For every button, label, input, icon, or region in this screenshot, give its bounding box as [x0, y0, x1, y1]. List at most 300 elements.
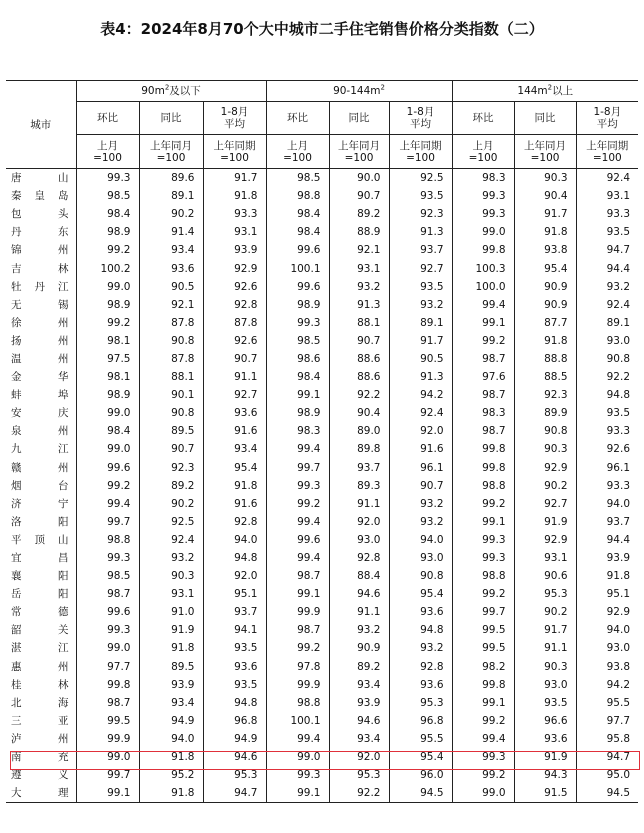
index-value: 99.0: [76, 748, 139, 766]
index-value: 99.3: [76, 549, 139, 567]
index-value: 99.6: [266, 278, 329, 296]
table-row: [6, 440, 638, 458]
index-value: 98.5: [76, 187, 139, 205]
index-value: 93.7: [389, 241, 452, 259]
table-row: [6, 784, 638, 803]
index-value: 98.8: [266, 694, 329, 712]
index-value: 92.0: [329, 748, 389, 766]
index-value: 99.0: [76, 639, 139, 657]
index-value: 90.5: [389, 350, 452, 368]
index-value: 91.3: [389, 223, 452, 241]
index-value: 90.3: [139, 567, 203, 585]
index-value: 92.3: [139, 459, 203, 477]
index-value: 95.3: [514, 585, 576, 603]
index-value: 91.6: [203, 422, 266, 440]
index-value: 92.4: [139, 531, 203, 549]
table-row: [6, 368, 638, 386]
index-value: 92.4: [389, 404, 452, 422]
index-value: 98.3: [266, 422, 329, 440]
index-value: 100.3: [452, 259, 514, 277]
index-value: 91.7: [514, 205, 576, 223]
index-value: 98.5: [266, 169, 329, 188]
base-header-2-1: 上年同月 =100: [514, 135, 576, 169]
index-value: 95.4: [389, 585, 452, 603]
index-value: 93.8: [514, 241, 576, 259]
table-row: [6, 223, 638, 241]
index-value: 91.7: [389, 332, 452, 350]
index-value: 91.8: [139, 784, 203, 803]
index-value: 93.1: [514, 549, 576, 567]
city-name: 无 锡: [11, 298, 69, 311]
index-value: 90.3: [514, 169, 576, 188]
index-value: 89.9: [514, 404, 576, 422]
index-value: 99.3: [452, 549, 514, 567]
index-value: 99.3: [76, 169, 139, 188]
index-value: 91.8: [139, 748, 203, 766]
index-value: 95.1: [203, 585, 266, 603]
index-value: 90.4: [514, 187, 576, 205]
city-name: 遵 义: [11, 769, 69, 782]
city-name: 韶 关: [11, 624, 69, 637]
city-name: 岳 阳: [11, 588, 69, 601]
index-value: 92.5: [389, 169, 452, 188]
index-value: 93.2: [329, 278, 389, 296]
index-value: 98.8: [452, 567, 514, 585]
index-value: 90.4: [329, 404, 389, 422]
index-value: 94.7: [203, 784, 266, 803]
index-value: 99.6: [266, 241, 329, 259]
index-value: 95.5: [389, 730, 452, 748]
index-value: 94.4: [576, 259, 638, 277]
index-value: 95.4: [514, 259, 576, 277]
index-value: 98.3: [452, 169, 514, 188]
index-value: 98.9: [76, 296, 139, 314]
table-row: [6, 766, 638, 784]
subheader-0-0: 环比: [76, 102, 139, 135]
index-value: 100.1: [266, 259, 329, 277]
index-value: 93.9: [203, 241, 266, 259]
city-name: 平顶山: [11, 533, 69, 546]
table-row: [6, 459, 638, 477]
index-value: 99.0: [452, 784, 514, 803]
index-value: 91.8: [514, 332, 576, 350]
index-value: 100.1: [266, 712, 329, 730]
table-row: [6, 694, 638, 712]
index-value: 98.4: [266, 368, 329, 386]
index-value: 90.9: [514, 296, 576, 314]
table-row: [6, 621, 638, 639]
index-value: 100.2: [76, 259, 139, 277]
index-value: 89.1: [389, 314, 452, 332]
index-value: 99.2: [76, 314, 139, 332]
city-name: 大 理: [6, 784, 76, 803]
index-value: 90.8: [139, 404, 203, 422]
table-row: [6, 296, 638, 314]
table-row: [6, 278, 638, 296]
table-row: [6, 350, 638, 368]
index-value: 92.3: [514, 386, 576, 404]
index-value: 93.5: [389, 278, 452, 296]
index-value: 90.6: [514, 567, 576, 585]
index-value: 98.1: [76, 368, 139, 386]
index-value: 93.6: [203, 658, 266, 676]
index-value: 99.8: [452, 459, 514, 477]
index-value: 89.5: [139, 422, 203, 440]
city-name: 锦 州: [11, 244, 69, 257]
index-value: 93.2: [139, 549, 203, 567]
index-value: 90.8: [389, 567, 452, 585]
index-value: 91.1: [329, 603, 389, 621]
index-value: 93.5: [203, 676, 266, 694]
index-value: 91.1: [514, 639, 576, 657]
index-value: 99.2: [76, 477, 139, 495]
index-value: 92.1: [329, 241, 389, 259]
index-value: 95.2: [139, 766, 203, 784]
table-row: [6, 422, 638, 440]
index-value: 96.1: [389, 459, 452, 477]
group-header-medium: $90-144m^2$: [266, 81, 452, 102]
index-value: 93.1: [576, 187, 638, 205]
base-header-2-2: 上年同期 =100: [576, 135, 638, 169]
subheader-1-2: 1-8月 平均: [389, 102, 452, 135]
index-value: 89.6: [139, 169, 203, 188]
index-value: 90.7: [139, 440, 203, 458]
index-value: 93.5: [203, 639, 266, 657]
index-value: 93.2: [389, 639, 452, 657]
index-value: 99.0: [266, 748, 329, 766]
index-value: 91.8: [203, 187, 266, 205]
index-value: 93.4: [139, 241, 203, 259]
table-row: [6, 513, 638, 531]
index-value: 93.4: [329, 676, 389, 694]
index-value: 91.7: [203, 169, 266, 188]
city-name: 宜 昌: [11, 552, 69, 565]
base-header-1-1: 上年同月 =100: [329, 135, 389, 169]
index-value: 99.3: [452, 531, 514, 549]
index-value: 98.7: [266, 567, 329, 585]
index-value: 99.1: [266, 386, 329, 404]
index-value: 93.3: [576, 477, 638, 495]
index-value: 96.1: [576, 459, 638, 477]
index-value: 98.3: [452, 404, 514, 422]
index-value: 99.5: [452, 621, 514, 639]
index-value: 98.9: [266, 404, 329, 422]
index-value: 99.2: [452, 332, 514, 350]
index-value: 91.1: [329, 495, 389, 513]
index-value: 99.8: [452, 440, 514, 458]
index-value: 91.8: [514, 223, 576, 241]
index-value: 98.8: [76, 531, 139, 549]
index-value: 94.2: [389, 386, 452, 404]
index-value: 90.0: [329, 169, 389, 188]
table-row: [6, 658, 638, 676]
index-value: 93.9: [329, 694, 389, 712]
index-value: 89.2: [329, 205, 389, 223]
index-value: 98.9: [76, 223, 139, 241]
table-row: [6, 567, 638, 585]
index-value: 99.1: [266, 585, 329, 603]
index-value: 92.7: [514, 495, 576, 513]
index-value: 95.3: [329, 766, 389, 784]
index-value: 99.9: [76, 730, 139, 748]
index-value: 94.9: [139, 712, 203, 730]
city-name: 蚌 埠: [11, 389, 69, 402]
index-value: 93.3: [203, 205, 266, 223]
city-name: 泸 州: [11, 732, 69, 745]
index-value: 98.6: [266, 350, 329, 368]
index-value: 87.8: [139, 314, 203, 332]
group-header-small: $90m^2$及以下: [76, 81, 266, 102]
index-value: 93.6: [203, 404, 266, 422]
index-value: 92.8: [203, 296, 266, 314]
index-value: 93.1: [139, 585, 203, 603]
index-value: 99.4: [452, 730, 514, 748]
index-value: 99.7: [266, 459, 329, 477]
index-value: 93.9: [576, 549, 638, 567]
index-value: 99.7: [452, 603, 514, 621]
table-row: [6, 748, 638, 766]
index-value: 99.1: [452, 314, 514, 332]
city-column-header: 城市: [6, 81, 76, 169]
index-value: 89.5: [139, 658, 203, 676]
index-value: 94.1: [203, 621, 266, 639]
subheader-2-1: 同比: [514, 102, 576, 135]
index-value: 99.8: [76, 676, 139, 694]
index-value: 90.9: [329, 639, 389, 657]
index-value: 99.3: [76, 621, 139, 639]
index-value: 88.9: [329, 223, 389, 241]
index-value: 90.7: [329, 332, 389, 350]
subheader-1-1: 同比: [329, 102, 389, 135]
index-value: 94.6: [203, 748, 266, 766]
base-header-1-2: 上年同期 =100: [389, 135, 452, 169]
index-value: 93.2: [389, 296, 452, 314]
index-value: 94.3: [514, 766, 576, 784]
index-value: 93.6: [389, 676, 452, 694]
index-value: 93.6: [139, 259, 203, 277]
index-value: 93.5: [389, 187, 452, 205]
index-value: 93.0: [514, 676, 576, 694]
index-value: 99.4: [266, 730, 329, 748]
index-value: 97.7: [576, 712, 638, 730]
index-value: 90.8: [576, 350, 638, 368]
index-value: 89.1: [576, 314, 638, 332]
index-value: 96.8: [203, 712, 266, 730]
index-value: 90.5: [139, 278, 203, 296]
index-value: 99.6: [76, 603, 139, 621]
index-value: 99.2: [452, 495, 514, 513]
index-value: 90.8: [514, 422, 576, 440]
index-value: 92.1: [139, 296, 203, 314]
index-value: 98.9: [266, 296, 329, 314]
subheader-0-2: 1-8月 平均: [203, 102, 266, 135]
table-row: [6, 332, 638, 350]
index-value: 99.1: [452, 694, 514, 712]
index-value: 98.4: [76, 422, 139, 440]
index-value: 94.9: [203, 730, 266, 748]
city-name: 温 州: [11, 352, 69, 365]
index-value: 89.1: [139, 187, 203, 205]
table-row: [6, 187, 638, 205]
index-value: 98.8: [452, 477, 514, 495]
table-row: [6, 712, 638, 730]
index-value: 98.7: [76, 585, 139, 603]
index-value: 94.2: [576, 676, 638, 694]
index-value: 95.1: [576, 585, 638, 603]
city-name: 赣 州: [11, 461, 69, 474]
index-value: 91.3: [329, 296, 389, 314]
index-value: 96.8: [389, 712, 452, 730]
index-value: 90.1: [139, 386, 203, 404]
table-row: [6, 585, 638, 603]
index-value: 92.2: [329, 784, 389, 803]
table-row: [6, 495, 638, 513]
city-name: 九 江: [11, 443, 69, 456]
index-value: 99.9: [266, 676, 329, 694]
index-value: 90.2: [514, 603, 576, 621]
index-value: 92.8: [329, 549, 389, 567]
index-value: 98.2: [452, 658, 514, 676]
index-value: 92.4: [576, 169, 638, 188]
index-value: 97.7: [76, 658, 139, 676]
index-value: 98.7: [452, 350, 514, 368]
index-value: 100.0: [452, 278, 514, 296]
index-value: 90.2: [514, 477, 576, 495]
index-value: 99.9: [266, 603, 329, 621]
table-row: [6, 241, 638, 259]
index-value: 92.9: [514, 531, 576, 549]
table-row: [6, 386, 638, 404]
table-row: [6, 603, 638, 621]
index-value: 94.5: [389, 784, 452, 803]
group-header-large: $144m^2$以上: [452, 81, 638, 102]
index-value: 90.3: [514, 440, 576, 458]
index-value: 94.8: [203, 549, 266, 567]
index-value: 99.7: [76, 513, 139, 531]
index-value: 99.0: [452, 223, 514, 241]
index-value: 98.4: [266, 205, 329, 223]
index-value: 99.4: [452, 296, 514, 314]
index-value: 95.4: [389, 748, 452, 766]
index-value: 92.6: [576, 440, 638, 458]
index-value: 88.1: [139, 368, 203, 386]
index-value: 99.2: [266, 495, 329, 513]
index-value: 91.9: [514, 513, 576, 531]
city-name: 扬 州: [11, 334, 69, 347]
index-value: 92.4: [576, 296, 638, 314]
index-value: 98.7: [452, 422, 514, 440]
index-value: 92.0: [329, 513, 389, 531]
index-value: 98.5: [266, 332, 329, 350]
index-value: 89.8: [329, 440, 389, 458]
index-value: 91.9: [514, 748, 576, 766]
index-value: 93.9: [139, 676, 203, 694]
index-value: 93.1: [329, 259, 389, 277]
index-value: 98.7: [266, 621, 329, 639]
index-value: 93.3: [576, 422, 638, 440]
index-value: 91.8: [576, 567, 638, 585]
index-value: 99.3: [266, 766, 329, 784]
index-value: 93.5: [576, 404, 638, 422]
city-name: 北 海: [11, 696, 69, 709]
index-value: 99.0: [76, 278, 139, 296]
index-value: 92.2: [329, 386, 389, 404]
index-value: 92.8: [203, 513, 266, 531]
base-header-1-0: 上月 =100: [266, 135, 329, 169]
index-value: 93.6: [389, 603, 452, 621]
index-value: 99.4: [266, 440, 329, 458]
index-value: 93.8: [576, 658, 638, 676]
index-value: 94.8: [203, 694, 266, 712]
index-value: 99.1: [452, 513, 514, 531]
index-value: 99.2: [76, 241, 139, 259]
base-header-0-2: 上年同期 =100: [203, 135, 266, 169]
city-name: 丹 东: [11, 226, 69, 239]
city-name: 常 德: [11, 606, 69, 619]
index-value: 92.7: [389, 259, 452, 277]
index-value: 90.7: [389, 477, 452, 495]
table-row: [6, 259, 638, 277]
city-name: 烟 台: [11, 479, 69, 492]
index-value: 94.0: [576, 621, 638, 639]
index-value: 91.0: [139, 603, 203, 621]
index-value: 91.4: [139, 223, 203, 241]
index-value: 99.4: [266, 513, 329, 531]
index-value: 99.2: [452, 585, 514, 603]
index-value: 90.7: [203, 350, 266, 368]
index-value: 92.9: [203, 259, 266, 277]
index-value: 99.3: [452, 187, 514, 205]
index-value: 88.6: [329, 350, 389, 368]
index-value: 96.0: [389, 766, 452, 784]
base-header-0-1: 上年同月 =100: [139, 135, 203, 169]
index-value: 91.3: [389, 368, 452, 386]
index-value: 93.2: [329, 621, 389, 639]
index-value: 91.5: [514, 784, 576, 803]
index-value: 99.7: [76, 766, 139, 784]
index-value: 94.0: [139, 730, 203, 748]
index-value: 99.8: [452, 676, 514, 694]
index-value: 93.0: [576, 332, 638, 350]
index-value: 93.6: [514, 730, 576, 748]
index-value: 89.2: [329, 658, 389, 676]
index-value: 91.9: [139, 621, 203, 639]
index-value: 97.6: [452, 368, 514, 386]
index-value: 92.6: [203, 332, 266, 350]
index-value: 88.6: [329, 368, 389, 386]
index-value: 94.7: [576, 748, 638, 766]
index-value: 93.1: [203, 223, 266, 241]
index-value: 90.8: [139, 332, 203, 350]
index-value: 90.9: [514, 278, 576, 296]
index-value: 87.8: [203, 314, 266, 332]
page-title: 表4：2024年8月70个大中城市二手住宅销售价格分类指数（二）: [100, 20, 544, 38]
table-row: [6, 730, 638, 748]
city-name: 惠 州: [11, 660, 69, 673]
index-value: 91.8: [139, 639, 203, 657]
index-value: 99.1: [266, 784, 329, 803]
city-name: 洛 阳: [11, 515, 69, 528]
index-value: 99.0: [76, 440, 139, 458]
index-value: 92.0: [203, 567, 266, 585]
index-value: 99.0: [76, 404, 139, 422]
index-value: 95.3: [203, 766, 266, 784]
index-value: 99.5: [76, 712, 139, 730]
city-name: 济 宁: [11, 497, 69, 510]
index-value: 94.8: [389, 621, 452, 639]
index-value: 93.0: [389, 549, 452, 567]
index-value: 95.4: [203, 459, 266, 477]
